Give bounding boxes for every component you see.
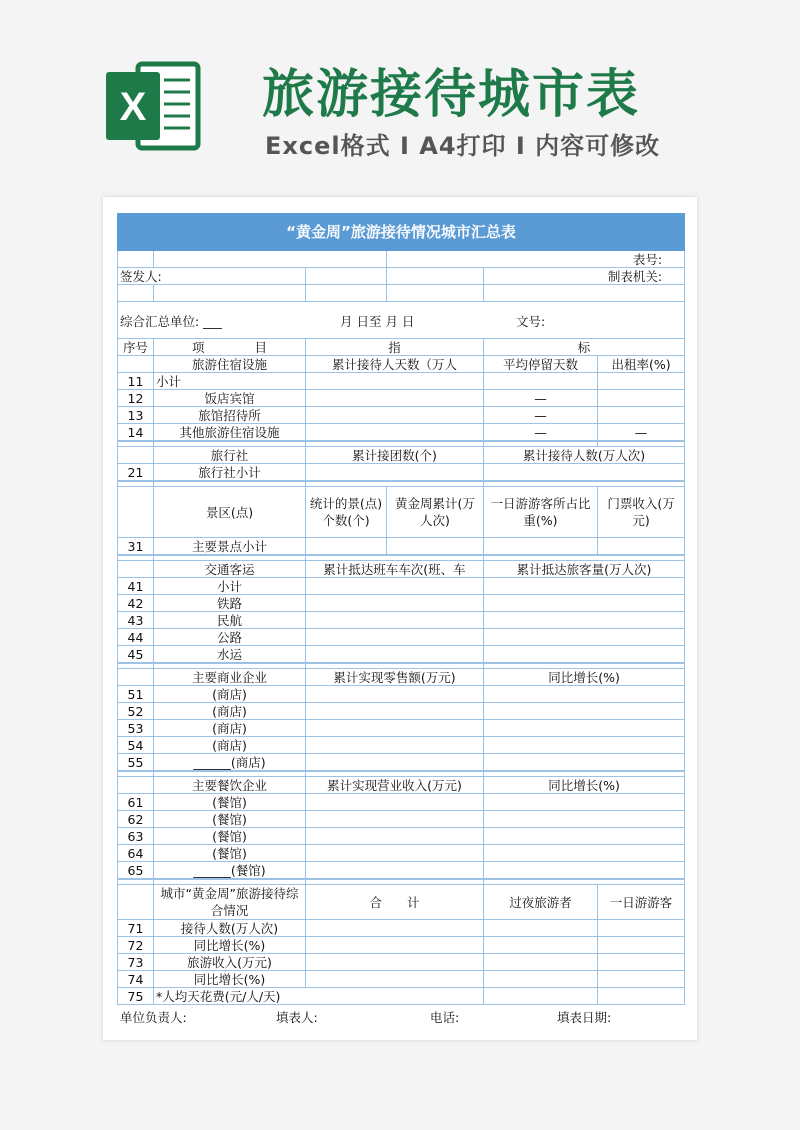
row-no: 55 <box>118 754 154 772</box>
table-row <box>118 845 685 862</box>
commerce-rows <box>118 686 685 772</box>
row-no: 31 <box>118 538 154 556</box>
cell[interactable] <box>306 954 484 971</box>
cell[interactable] <box>484 937 598 954</box>
row-no: 42 <box>118 595 154 612</box>
cell[interactable] <box>484 971 598 988</box>
row-label: 旅馆招待所 <box>154 407 306 424</box>
cell[interactable] <box>598 971 685 988</box>
table-row <box>118 686 685 703</box>
cell[interactable] <box>598 954 685 971</box>
row-no: 41 <box>118 578 154 595</box>
cell[interactable] <box>306 686 484 703</box>
section-col: 累计接待人天数（万人 <box>306 356 484 373</box>
cell[interactable] <box>598 937 685 954</box>
cell[interactable] <box>306 937 484 954</box>
cell[interactable] <box>306 862 484 880</box>
cell[interactable] <box>598 373 685 390</box>
row-no: 12 <box>118 390 154 407</box>
cell[interactable] <box>598 407 685 424</box>
row-label: 同比增长(%) <box>154 971 306 988</box>
row-label: (餐馆) <box>154 828 306 845</box>
cell[interactable] <box>484 612 685 629</box>
row-label: ______(餐馆) <box>154 862 306 880</box>
section-label: 旅游住宿设施 <box>154 356 306 373</box>
table-row <box>118 703 685 720</box>
section-col: 累计接团数(个) <box>306 447 484 464</box>
cell[interactable] <box>484 954 598 971</box>
section-col: 同比增长(%) <box>484 777 685 794</box>
section-col: 累计实现营业收入(万元) <box>306 777 484 794</box>
row-no: 54 <box>118 737 154 754</box>
cell[interactable] <box>598 988 685 1005</box>
cell[interactable] <box>306 424 484 442</box>
table-row <box>118 862 685 880</box>
col-header-biao: 标 <box>484 339 685 356</box>
form-title: “黄金周”旅游接待情况城市汇总表 <box>118 214 685 251</box>
table-row <box>118 646 685 664</box>
row-label: (商店) <box>154 720 306 737</box>
row-no: 74 <box>118 971 154 988</box>
row-no: 75 <box>118 988 154 1005</box>
cell[interactable] <box>118 285 154 302</box>
row-no: 52 <box>118 703 154 720</box>
table-no-label: 表号: <box>387 251 685 268</box>
cell[interactable]: — <box>484 407 598 424</box>
cell[interactable] <box>484 646 685 664</box>
table-row <box>118 720 685 737</box>
section-col: 累计接待人数(万人次) <box>484 447 685 464</box>
section-label: 景区(点) <box>154 487 306 538</box>
section-col: 出租率(%) <box>598 356 685 373</box>
cell[interactable] <box>387 268 484 285</box>
phone-label: 电话: <box>430 1010 460 1025</box>
cell[interactable] <box>484 754 685 772</box>
page-subtitle: Excel格式 I A4打印 I 内容可修改 <box>265 132 661 160</box>
summary-rows <box>118 920 685 1005</box>
transport-rows <box>118 578 685 664</box>
row-no: 73 <box>118 954 154 971</box>
table-row <box>118 629 685 646</box>
cell[interactable] <box>306 754 484 772</box>
cell[interactable] <box>306 811 484 828</box>
period-label: 月 日至 月 日 <box>340 314 415 329</box>
cell[interactable] <box>306 578 484 595</box>
row-no: 44 <box>118 629 154 646</box>
row-label: 主要景点小计 <box>154 538 306 556</box>
row-label: 同比增长(%) <box>154 937 306 954</box>
cell[interactable] <box>598 390 685 407</box>
row-no: 72 <box>118 937 154 954</box>
cell[interactable] <box>306 703 484 720</box>
cell[interactable] <box>484 845 685 862</box>
cell[interactable] <box>387 538 484 556</box>
row-label: (商店) <box>154 686 306 703</box>
row-label: (商店) <box>154 737 306 754</box>
col-header-item: 项 目 <box>154 339 306 356</box>
cell[interactable] <box>118 251 154 268</box>
section-col: 门票收入(万元) <box>598 487 685 538</box>
row-no: 51 <box>118 686 154 703</box>
cell[interactable] <box>306 720 484 737</box>
cell[interactable] <box>484 373 598 390</box>
cell[interactable] <box>484 538 598 556</box>
head-label: 单位负责人: <box>120 1010 187 1025</box>
cell[interactable] <box>484 595 685 612</box>
section-col: 平均停留天数 <box>484 356 598 373</box>
section-label: 主要餐饮企业 <box>154 777 306 794</box>
cell[interactable] <box>484 988 598 1005</box>
cell[interactable]: — <box>598 424 685 442</box>
section-col: 累计抵达班车车次(班、车 <box>306 561 484 578</box>
cell[interactable]: — <box>484 390 598 407</box>
row-label: ______(商店) <box>154 754 306 772</box>
row-label: (餐馆) <box>154 794 306 811</box>
cell[interactable] <box>484 464 685 482</box>
svg-text:X: X <box>119 85 147 129</box>
row-label: 旅游收入(万元) <box>154 954 306 971</box>
row-no: 63 <box>118 828 154 845</box>
cell[interactable] <box>387 285 484 302</box>
filler-label: 填表人: <box>276 1010 318 1025</box>
row-label: (商店) <box>154 703 306 720</box>
cell[interactable] <box>306 845 484 862</box>
section-col: 一日游游客 <box>598 885 685 920</box>
row-label: 饭店宾馆 <box>154 390 306 407</box>
section-col: 一日游游客所占比重(%) <box>484 487 598 538</box>
row-label: 接待人数(万人次) <box>154 920 306 937</box>
section-col: 统计的景(点)个数(个) <box>306 487 387 538</box>
cell[interactable] <box>598 538 685 556</box>
cell[interactable] <box>306 794 484 811</box>
table-row <box>118 971 685 988</box>
row-no: 65 <box>118 862 154 880</box>
cell[interactable] <box>484 578 685 595</box>
section-col: 同比增长(%) <box>484 669 685 686</box>
table-row <box>118 794 685 811</box>
excel-logo-icon <box>104 58 202 154</box>
cell[interactable] <box>484 920 598 937</box>
table-row <box>118 612 685 629</box>
date-label: 填表日期: <box>557 1010 612 1025</box>
table-row <box>118 737 685 754</box>
col-header-no: 序号 <box>118 339 154 356</box>
cell[interactable] <box>484 285 685 302</box>
section-col: 黄金周累计(万人次) <box>387 487 484 538</box>
maker-label: 制表机关: <box>484 268 685 285</box>
cell[interactable] <box>154 251 387 268</box>
cell[interactable]: — <box>484 424 598 442</box>
row-label: 其他旅游住宿设施 <box>154 424 306 442</box>
cell[interactable] <box>484 794 685 811</box>
unit-row <box>118 302 685 339</box>
row-label: 小计 <box>154 578 306 595</box>
cell[interactable] <box>306 828 484 845</box>
cell[interactable] <box>306 595 484 612</box>
row-no: 64 <box>118 845 154 862</box>
page-title: 旅游接待城市表 <box>262 65 641 125</box>
row-no: 53 <box>118 720 154 737</box>
row-label: 公路 <box>154 629 306 646</box>
table-row <box>118 811 685 828</box>
row-no: 14 <box>118 424 154 442</box>
cell[interactable] <box>306 971 484 988</box>
cell[interactable] <box>306 737 484 754</box>
cell[interactable] <box>484 629 685 646</box>
row-label: 民航 <box>154 612 306 629</box>
cell[interactable] <box>306 268 387 285</box>
row-label: 小计 <box>154 373 306 390</box>
row-label: 水运 <box>154 646 306 664</box>
table-row <box>118 937 685 954</box>
cell[interactable] <box>306 538 387 556</box>
cell[interactable] <box>484 737 685 754</box>
cell[interactable] <box>154 285 306 302</box>
section-col: 累计抵达旅客量(万人次) <box>484 561 685 578</box>
cell[interactable] <box>598 920 685 937</box>
issuer-label: 签发人: <box>118 268 306 285</box>
doc-no-label: 文号: <box>516 314 546 329</box>
catering-rows <box>118 794 685 880</box>
section-col: 累计实现零售额(万元) <box>306 669 484 686</box>
cell[interactable] <box>306 373 484 390</box>
cell[interactable] <box>306 646 484 664</box>
section-label: 交通客运 <box>154 561 306 578</box>
cell[interactable] <box>306 629 484 646</box>
row-no: 21 <box>118 464 154 482</box>
cell[interactable] <box>484 828 685 845</box>
section-col: 合 计 <box>306 885 484 920</box>
col-header-zhi: 指 <box>306 339 484 356</box>
section-col: 过夜旅游者 <box>484 885 598 920</box>
row-no: 71 <box>118 920 154 937</box>
cell[interactable] <box>306 390 484 407</box>
cell[interactable] <box>306 285 387 302</box>
row-no: 61 <box>118 794 154 811</box>
summary-form-table <box>117 213 685 1005</box>
cell[interactable] <box>484 720 685 737</box>
row-label: 铁路 <box>154 595 306 612</box>
table-row <box>118 988 685 1005</box>
table-row <box>118 828 685 845</box>
row-label: *人均天花费(元/人/天) <box>154 988 484 1005</box>
row-no: 62 <box>118 811 154 828</box>
section-label: 城市“黄金周”旅游接待综合情况 <box>154 885 306 920</box>
section-label: 旅行社 <box>154 447 306 464</box>
cell[interactable] <box>484 703 685 720</box>
section-label: 主要商业企业 <box>154 669 306 686</box>
table-row <box>118 595 685 612</box>
cell[interactable] <box>306 612 484 629</box>
table-row <box>118 578 685 595</box>
row-label: (餐馆) <box>154 811 306 828</box>
cell[interactable] <box>484 811 685 828</box>
table-row <box>118 954 685 971</box>
cell[interactable] <box>484 686 685 703</box>
cell[interactable] <box>306 407 484 424</box>
cell[interactable] <box>306 920 484 937</box>
table-row <box>118 754 685 772</box>
row-label: 旅行社小计 <box>154 464 306 482</box>
row-no: 11 <box>118 373 154 390</box>
cell[interactable] <box>484 862 685 880</box>
row-no: 13 <box>118 407 154 424</box>
unit-label: 综合汇总单位: ___ <box>120 314 222 329</box>
table-row <box>118 920 685 937</box>
row-label: (餐馆) <box>154 845 306 862</box>
cell[interactable] <box>306 464 484 482</box>
row-no: 43 <box>118 612 154 629</box>
row-no: 45 <box>118 646 154 664</box>
